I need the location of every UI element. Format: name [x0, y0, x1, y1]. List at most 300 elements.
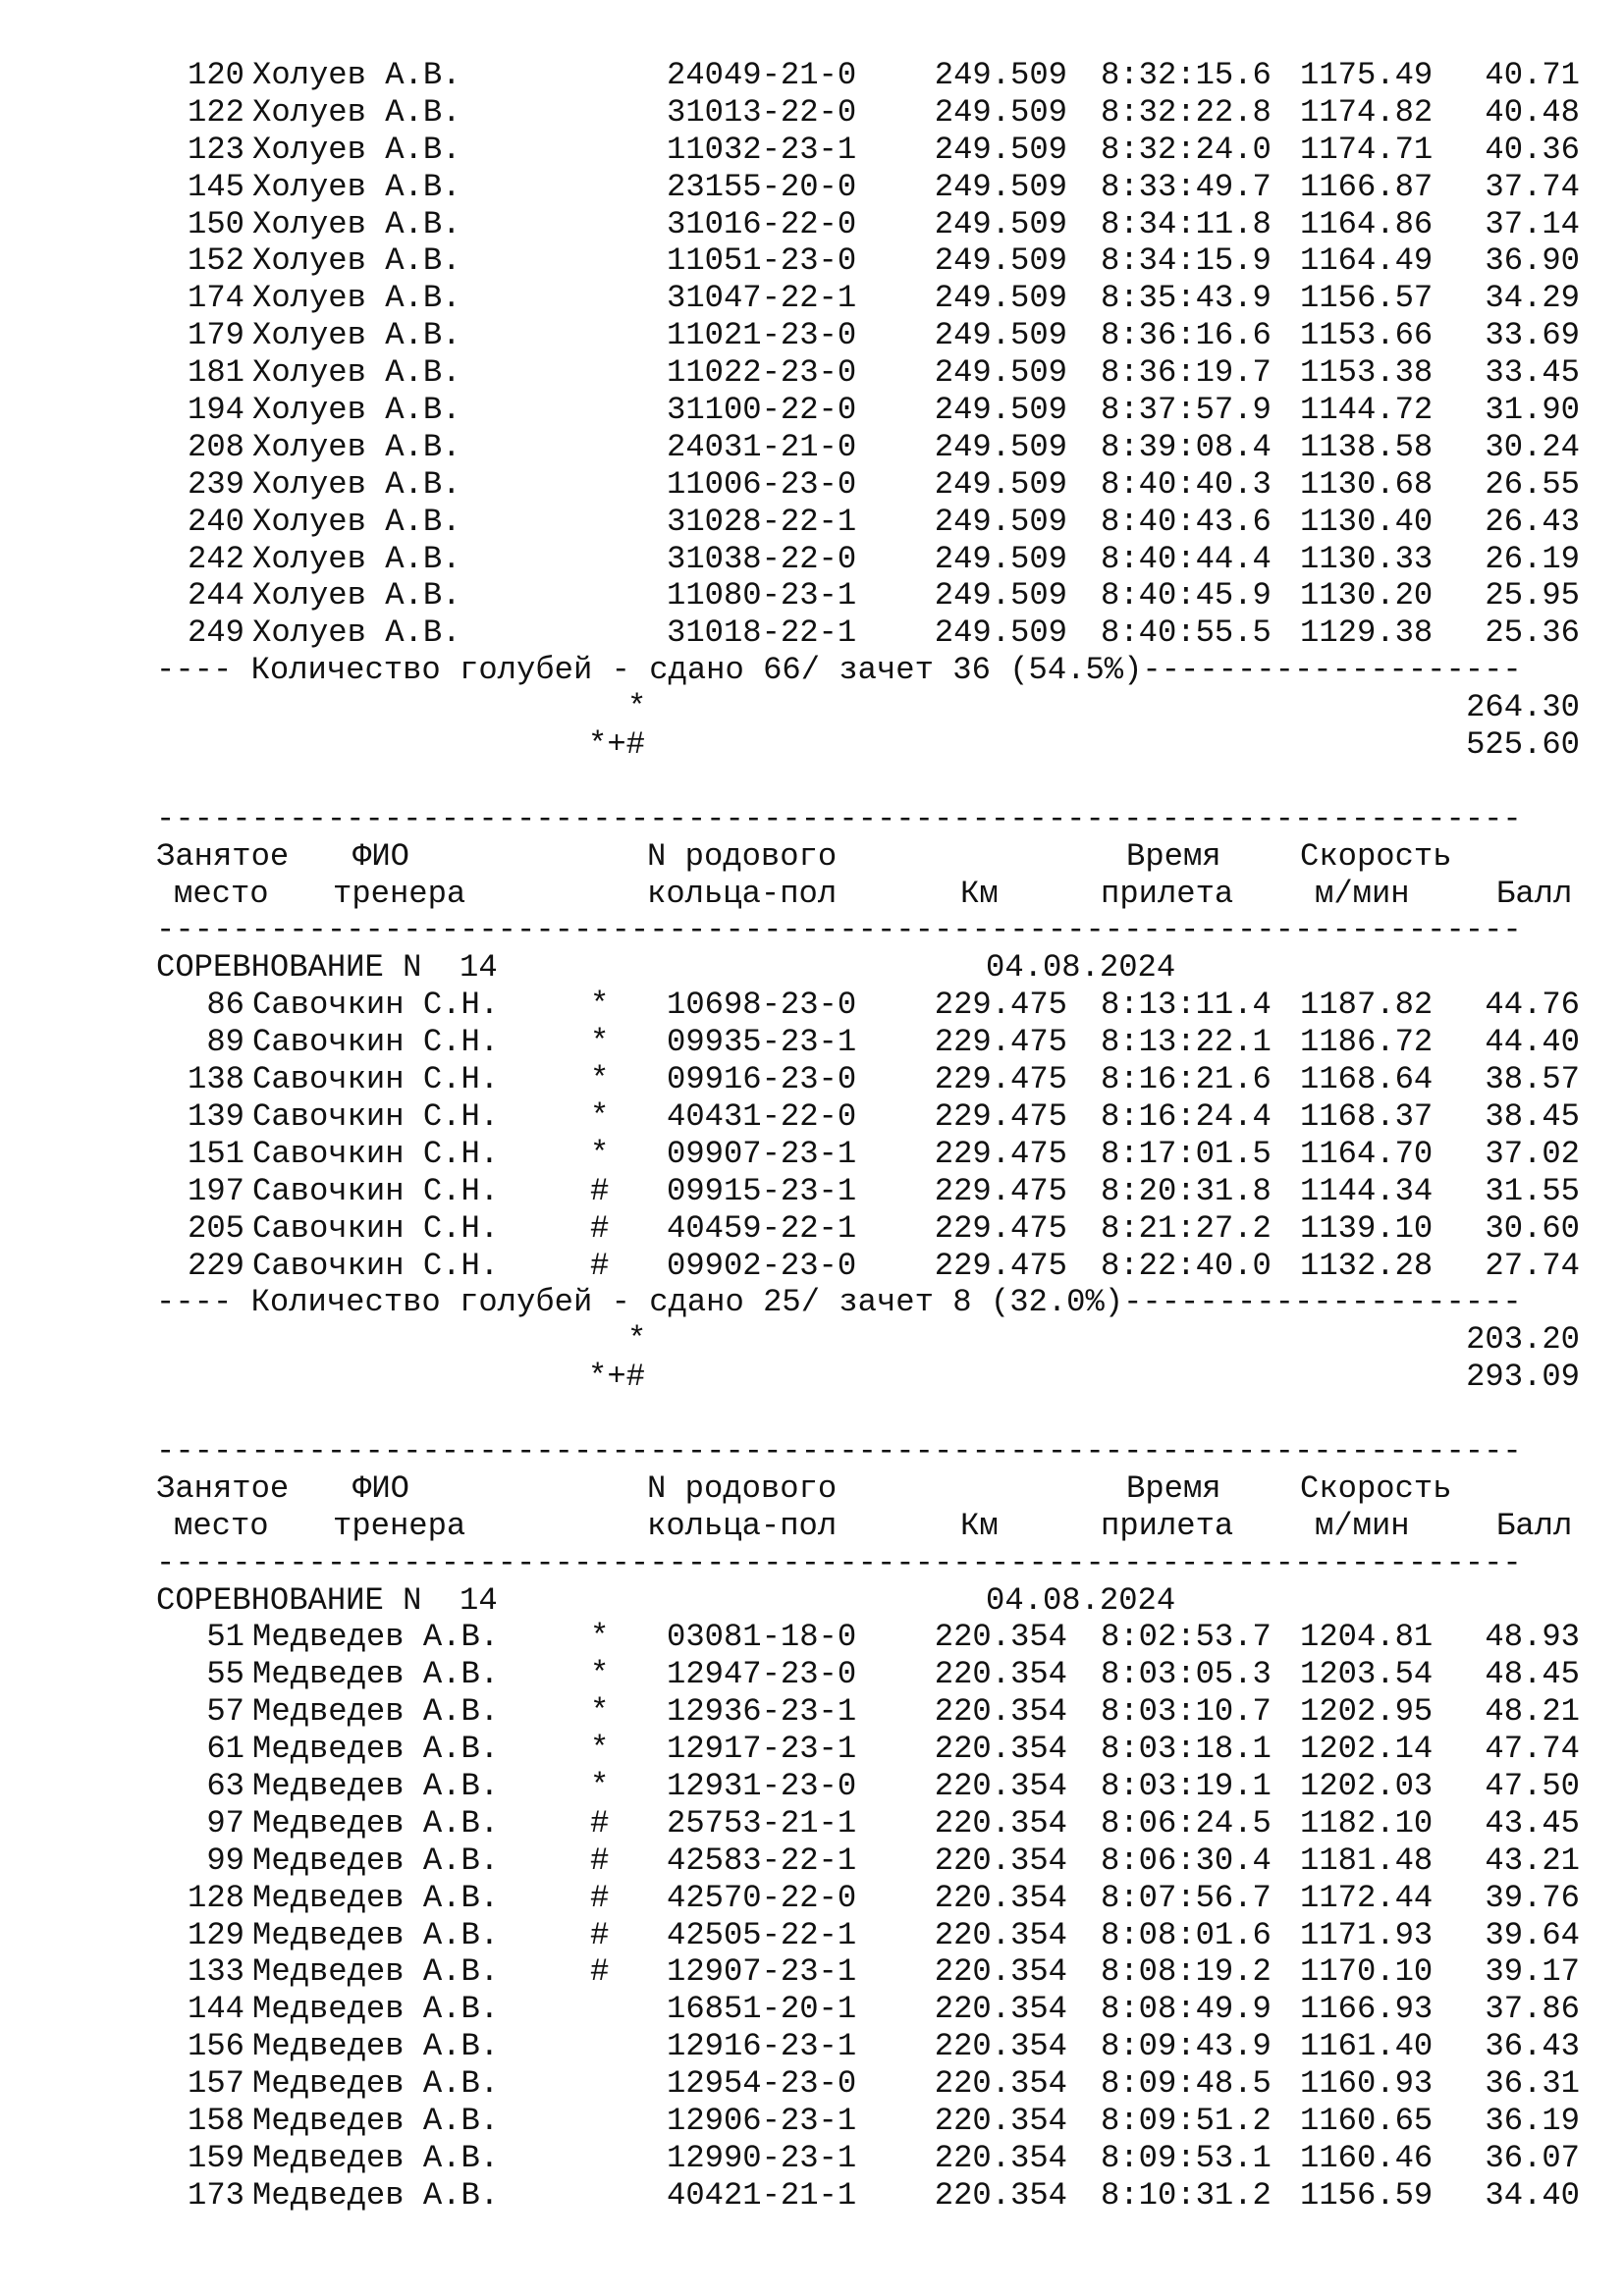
distance-cell: 249.509 — [934, 93, 1067, 131]
mark-cell: * — [590, 1135, 610, 1172]
trainer-name-cell: Савочкин С.Н. — [252, 987, 500, 1024]
speed-cell: 1130.40 — [1300, 503, 1434, 540]
ring-number-cell: 10698-23-0 — [667, 987, 857, 1024]
arrival-time-cell: 8:09:48.5 — [1101, 2065, 1272, 2103]
ring-number-cell: 42505-22-1 — [667, 1916, 857, 1953]
place-cell: 63 — [206, 1767, 244, 1804]
score-cell: 25.36 — [1485, 614, 1580, 652]
result-row — [156, 169, 1580, 206]
speed-cell: 1144.34 — [1300, 1172, 1434, 1209]
place-cell: 61 — [206, 1731, 244, 1768]
trainer-name-cell: Медведев А.В. — [252, 1991, 500, 2028]
distance-cell: 220.354 — [934, 1991, 1067, 2028]
distance-cell: 220.354 — [934, 1767, 1067, 1804]
header-time-2: прилета — [1101, 875, 1234, 912]
distance-cell: 249.509 — [934, 465, 1067, 503]
trainer-name-cell: Холуев А.В. — [252, 354, 461, 392]
score-cell: 27.74 — [1485, 1247, 1580, 1284]
ring-number-cell: 11022-23-0 — [667, 354, 857, 392]
result-row — [156, 1693, 1580, 1731]
distance-cell: 220.354 — [934, 1916, 1067, 1953]
result-row — [156, 1136, 1580, 1173]
speed-cell: 1166.87 — [1300, 168, 1434, 205]
score-cell: 37.74 — [1485, 168, 1580, 205]
distance-cell: 249.509 — [934, 503, 1067, 540]
total-row — [156, 1359, 1580, 1396]
header-rule-top — [156, 1433, 1580, 1470]
ring-number-cell: 12917-23-1 — [667, 1731, 857, 1768]
header-speed-2: м/мин — [1315, 1507, 1410, 1544]
result-row — [156, 541, 1580, 578]
mark-cell: * — [590, 1731, 610, 1768]
competition-title: СОРЕВНОВАНИЕ N 14 — [156, 949, 498, 987]
distance-cell: 249.509 — [934, 57, 1067, 93]
place-cell: 97 — [206, 1804, 244, 1842]
arrival-time-cell: 8:40:45.9 — [1101, 577, 1272, 614]
header-name: ФИО — [352, 837, 409, 875]
result-row — [156, 1024, 1580, 1061]
score-cell: 39.76 — [1485, 1879, 1580, 1916]
ring-number-cell: 09935-23-1 — [667, 1024, 857, 1061]
result-row — [156, 354, 1580, 392]
speed-cell: 1170.10 — [1300, 1953, 1434, 1991]
place-cell: 208 — [188, 428, 244, 465]
column-headers-bottom — [156, 876, 1580, 913]
trainer-name-cell: Савочкин С.Н. — [252, 1024, 500, 1061]
mark-cell: # — [590, 1953, 610, 1991]
header-name-2: тренера — [333, 1507, 466, 1544]
score-cell: 34.29 — [1485, 280, 1580, 317]
score-cell: 39.17 — [1485, 1953, 1580, 1991]
arrival-time-cell: 8:08:19.2 — [1101, 1953, 1272, 1991]
ring-number-cell: 09916-23-0 — [667, 1061, 857, 1098]
total-value: 525.60 — [1466, 726, 1580, 764]
score-cell: 33.45 — [1485, 354, 1580, 392]
result-row — [156, 1731, 1580, 1768]
ring-number-cell: 09902-23-0 — [667, 1247, 857, 1284]
header-place-2: место — [174, 1507, 269, 1544]
arrival-time-cell: 8:03:10.7 — [1101, 1693, 1272, 1731]
arrival-time-cell: 8:40:44.4 — [1101, 540, 1272, 577]
distance-cell: 220.354 — [934, 2139, 1067, 2176]
speed-cell: 1181.48 — [1300, 1842, 1434, 1879]
header-place-2: место — [174, 875, 269, 912]
arrival-time-cell: 8:22:40.0 — [1101, 1247, 1272, 1284]
result-row — [156, 1991, 1580, 2028]
arrival-time-cell: 8:34:15.9 — [1101, 242, 1272, 280]
arrival-time-cell: 8:20:31.8 — [1101, 1172, 1272, 1209]
ring-number-cell: 24031-21-0 — [667, 428, 857, 465]
arrival-time-cell: 8:17:01.5 — [1101, 1135, 1272, 1172]
place-cell: 194 — [188, 392, 244, 429]
distance-cell: 220.354 — [934, 1619, 1067, 1656]
place-cell: 244 — [188, 577, 244, 614]
distance-cell: 249.509 — [934, 242, 1067, 280]
arrival-time-cell: 8:32:22.8 — [1101, 93, 1272, 131]
trainer-name-cell: Савочкин С.Н. — [252, 1247, 500, 1284]
result-row — [156, 2177, 1580, 2215]
score-cell: 37.86 — [1485, 1991, 1580, 2028]
distance-cell: 220.354 — [934, 1693, 1067, 1731]
speed-cell: 1130.20 — [1300, 577, 1434, 614]
ring-number-cell: 03081-18-0 — [667, 1619, 857, 1656]
result-row — [156, 132, 1580, 169]
ring-number-cell: 12936-23-1 — [667, 1693, 857, 1731]
distance-cell: 220.354 — [934, 2028, 1067, 2065]
result-row — [156, 392, 1580, 429]
arrival-time-cell: 8:36:19.7 — [1101, 354, 1272, 392]
speed-cell: 1174.82 — [1300, 93, 1434, 131]
score-cell: 31.55 — [1485, 1172, 1580, 1209]
mark-cell: * — [590, 1024, 610, 1061]
arrival-time-cell: 8:09:43.9 — [1101, 2028, 1272, 2065]
ring-number-cell: 12954-23-0 — [667, 2065, 857, 2103]
speed-cell: 1204.81 — [1300, 1619, 1434, 1656]
ring-number-cell: 31028-22-1 — [667, 503, 857, 540]
distance-cell: 229.475 — [934, 1097, 1067, 1135]
result-row — [156, 1061, 1580, 1098]
header-place: Занятое — [156, 837, 290, 875]
result-row — [156, 614, 1580, 652]
arrival-time-cell: 8:10:31.2 — [1101, 2176, 1272, 2214]
summary-text: ---- Количество голубей - сдано 25/ зачет 8 (32.0%)--------------------- — [156, 1284, 1522, 1321]
column-headers-top — [156, 838, 1580, 876]
total-row — [156, 726, 1580, 764]
speed-cell: 1156.57 — [1300, 280, 1434, 317]
score-cell: 33.69 — [1485, 317, 1580, 354]
result-row — [156, 1953, 1580, 1991]
section-2 — [156, 801, 1580, 1396]
result-row — [156, 1805, 1580, 1842]
result-row — [156, 317, 1580, 354]
trainer-name-cell: Холуев А.В. — [252, 465, 461, 503]
result-row — [156, 280, 1580, 317]
score-cell: 40.48 — [1485, 93, 1580, 131]
result-row — [156, 2065, 1580, 2103]
trainer-name-cell: Медведев А.В. — [252, 1693, 500, 1731]
speed-cell: 1144.72 — [1300, 392, 1434, 429]
result-row — [156, 429, 1580, 466]
result-row — [156, 2103, 1580, 2140]
place-cell: 240 — [188, 503, 244, 540]
arrival-time-cell: 8:03:18.1 — [1101, 1731, 1272, 1768]
arrival-time-cell: 8:34:11.8 — [1101, 205, 1272, 242]
place-cell: 89 — [206, 1024, 244, 1061]
trainer-name-cell: Холуев А.В. — [252, 242, 461, 280]
speed-cell: 1132.28 — [1300, 1247, 1434, 1284]
ring-number-cell: 12907-23-1 — [667, 1953, 857, 1991]
ring-number-cell: 40459-22-1 — [667, 1209, 857, 1247]
subtotal-mark: * — [627, 1321, 647, 1359]
distance-cell: 229.475 — [934, 987, 1067, 1024]
arrival-time-cell: 8:08:01.6 — [1101, 1916, 1272, 1953]
header-score: Балл — [1496, 1507, 1573, 1544]
trainer-name-cell: Холуев А.В. — [252, 614, 461, 652]
place-cell: 51 — [206, 1619, 244, 1656]
summary-line — [156, 652, 1580, 689]
place-cell: 151 — [188, 1135, 244, 1172]
score-cell: 25.95 — [1485, 577, 1580, 614]
arrival-time-cell: 8:09:53.1 — [1101, 2139, 1272, 2176]
arrival-time-cell: 8:21:27.2 — [1101, 1209, 1272, 1247]
speed-cell: 1153.38 — [1300, 354, 1434, 392]
distance-cell: 220.354 — [934, 2065, 1067, 2103]
score-cell: 44.40 — [1485, 1024, 1580, 1061]
mark-cell: # — [590, 1209, 610, 1247]
column-headers-top — [156, 1470, 1580, 1508]
arrival-time-cell: 8:03:19.1 — [1101, 1767, 1272, 1804]
place-cell: 242 — [188, 540, 244, 577]
arrival-time-cell: 8:32:24.0 — [1101, 131, 1272, 168]
score-cell: 30.60 — [1485, 1209, 1580, 1247]
competition-title-row — [156, 949, 1580, 987]
ring-number-cell: 12990-23-1 — [667, 2139, 857, 2176]
trainer-name-cell: Савочкин С.Н. — [252, 1061, 500, 1098]
place-cell: 138 — [188, 1061, 244, 1098]
header-km: Км — [960, 875, 999, 912]
trainer-name-cell: Холуев А.В. — [252, 57, 461, 93]
subtotal-row — [156, 689, 1580, 726]
score-cell: 48.93 — [1485, 1619, 1580, 1656]
speed-cell: 1166.93 — [1300, 1991, 1434, 2028]
mark-cell: # — [590, 1804, 610, 1842]
distance-cell: 229.475 — [934, 1209, 1067, 1247]
trainer-name-cell: Медведев А.В. — [252, 1916, 500, 1953]
rule-text: ------------------------------------------------------------------------ — [156, 912, 1522, 949]
speed-cell: 1139.10 — [1300, 1209, 1434, 1247]
column-headers-bottom — [156, 1508, 1580, 1545]
result-row — [156, 466, 1580, 504]
speed-cell: 1156.59 — [1300, 2176, 1434, 2214]
trainer-name-cell: Холуев А.В. — [252, 205, 461, 242]
ring-number-cell: 11051-23-0 — [667, 242, 857, 280]
result-row — [156, 1656, 1580, 1693]
trainer-name-cell: Медведев А.В. — [252, 2102, 500, 2139]
speed-cell: 1160.46 — [1300, 2139, 1434, 2176]
result-row — [156, 2140, 1580, 2177]
result-row — [156, 2028, 1580, 2065]
distance-cell: 229.475 — [934, 1247, 1067, 1284]
place-cell: 205 — [188, 1209, 244, 1247]
result-row — [156, 1173, 1580, 1210]
ring-number-cell: 09907-23-1 — [667, 1135, 857, 1172]
trainer-name-cell: Савочкин С.Н. — [252, 1097, 500, 1135]
speed-cell: 1202.03 — [1300, 1767, 1434, 1804]
distance-cell: 249.509 — [934, 540, 1067, 577]
place-cell: 57 — [206, 1693, 244, 1731]
mark-cell: # — [590, 1879, 610, 1916]
arrival-time-cell: 8:36:16.6 — [1101, 317, 1272, 354]
header-time: Время — [1126, 837, 1221, 875]
trainer-name-cell: Савочкин С.Н. — [252, 1209, 500, 1247]
place-cell: 156 — [188, 2028, 244, 2065]
trainer-name-cell: Медведев А.В. — [252, 1656, 500, 1693]
header-name: ФИО — [352, 1469, 409, 1507]
ring-number-cell: 42583-22-1 — [667, 1842, 857, 1879]
trainer-name-cell: Медведев А.В. — [252, 1804, 500, 1842]
section-3 — [156, 1433, 1580, 2215]
section-1 — [156, 57, 1580, 764]
place-cell: 197 — [188, 1172, 244, 1209]
arrival-time-cell: 8:07:56.7 — [1101, 1879, 1272, 1916]
ring-number-cell: 31047-22-1 — [667, 280, 857, 317]
ring-number-cell: 31100-22-0 — [667, 392, 857, 429]
trainer-name-cell: Холуев А.В. — [252, 503, 461, 540]
trainer-name-cell: Холуев А.В. — [252, 540, 461, 577]
place-cell: 99 — [206, 1842, 244, 1879]
speed-cell: 1130.68 — [1300, 465, 1434, 503]
score-cell: 26.55 — [1485, 465, 1580, 503]
arrival-time-cell: 8:03:05.3 — [1101, 1656, 1272, 1693]
header-rule-top — [156, 801, 1580, 838]
place-cell: 145 — [188, 168, 244, 205]
result-row — [156, 242, 1580, 280]
trainer-name-cell: Медведев А.В. — [252, 1842, 500, 1879]
trainer-name-cell: Холуев А.В. — [252, 392, 461, 429]
speed-cell: 1161.40 — [1300, 2028, 1434, 2065]
arrival-time-cell: 8:08:49.9 — [1101, 1991, 1272, 2028]
score-cell: 38.45 — [1485, 1097, 1580, 1135]
subtotal-value: 203.20 — [1466, 1321, 1580, 1359]
header-km: Км — [960, 1507, 999, 1544]
rule-text: ------------------------------------------------------------------------ — [156, 1544, 1522, 1581]
distance-cell: 249.509 — [934, 280, 1067, 317]
place-cell: 139 — [188, 1097, 244, 1135]
score-cell: 26.43 — [1485, 503, 1580, 540]
score-cell: 48.21 — [1485, 1693, 1580, 1731]
trainer-name-cell: Медведев А.В. — [252, 1879, 500, 1916]
ring-number-cell: 11080-23-1 — [667, 577, 857, 614]
header-speed: Скорость — [1300, 1469, 1452, 1507]
arrival-time-cell: 8:40:43.6 — [1101, 503, 1272, 540]
arrival-time-cell: 8:39:08.4 — [1101, 428, 1272, 465]
distance-cell: 220.354 — [934, 1879, 1067, 1916]
trainer-name-cell: Медведев А.В. — [252, 2065, 500, 2103]
score-cell: 26.19 — [1485, 540, 1580, 577]
mark-cell: * — [590, 1619, 610, 1656]
ring-number-cell: 12931-23-0 — [667, 1767, 857, 1804]
trainer-name-cell: Медведев А.В. — [252, 1767, 500, 1804]
distance-cell: 249.509 — [934, 577, 1067, 614]
score-cell: 31.90 — [1485, 392, 1580, 429]
ring-number-cell: 11032-23-1 — [667, 131, 857, 168]
speed-cell: 1129.38 — [1300, 614, 1434, 652]
speed-cell: 1130.33 — [1300, 540, 1434, 577]
place-cell: 249 — [188, 614, 244, 652]
distance-cell: 249.509 — [934, 131, 1067, 168]
score-cell: 44.76 — [1485, 987, 1580, 1024]
ring-number-cell: 31018-22-1 — [667, 614, 857, 652]
distance-cell: 249.509 — [934, 317, 1067, 354]
place-cell: 55 — [206, 1656, 244, 1693]
rule-text: ------------------------------------------------------------------------ — [156, 1432, 1522, 1469]
score-cell: 30.24 — [1485, 428, 1580, 465]
arrival-time-cell: 8:37:57.9 — [1101, 392, 1272, 429]
header-rule-bottom — [156, 912, 1580, 949]
distance-cell: 229.475 — [934, 1172, 1067, 1209]
results-rows — [156, 57, 1580, 652]
speed-cell: 1168.64 — [1300, 1061, 1434, 1098]
speed-cell: 1187.82 — [1300, 987, 1434, 1024]
arrival-time-cell: 8:02:53.7 — [1101, 1619, 1272, 1656]
mark-cell: * — [590, 1656, 610, 1693]
result-row — [156, 206, 1580, 243]
header-time: Время — [1126, 1469, 1221, 1507]
score-cell: 37.14 — [1485, 205, 1580, 242]
score-cell: 40.71 — [1485, 57, 1580, 93]
rule-text: ------------------------------------------------------------------------ — [156, 800, 1522, 837]
speed-cell: 1186.72 — [1300, 1024, 1434, 1061]
ring-number-cell: 11021-23-0 — [667, 317, 857, 354]
ring-number-cell: 31038-22-0 — [667, 540, 857, 577]
distance-cell: 249.509 — [934, 392, 1067, 429]
result-row — [156, 1248, 1580, 1285]
header-speed-2: м/мин — [1315, 875, 1410, 912]
distance-cell: 229.475 — [934, 1024, 1067, 1061]
place-cell: 120 — [188, 57, 244, 93]
arrival-time-cell: 8:32:15.6 — [1101, 57, 1272, 93]
arrival-time-cell: 8:40:55.5 — [1101, 614, 1272, 652]
header-time-2: прилета — [1101, 1507, 1234, 1544]
result-row — [156, 1210, 1580, 1248]
result-row — [156, 1842, 1580, 1880]
distance-cell: 220.354 — [934, 2176, 1067, 2214]
result-row — [156, 1619, 1580, 1656]
trainer-name-cell: Медведев А.В. — [252, 2139, 500, 2176]
mark-cell: # — [590, 1172, 610, 1209]
ring-number-cell: 31016-22-0 — [667, 205, 857, 242]
speed-cell: 1202.95 — [1300, 1693, 1434, 1731]
mark-cell: * — [590, 1693, 610, 1731]
speed-cell: 1160.93 — [1300, 2065, 1434, 2103]
total-mark: *+# — [588, 726, 645, 764]
distance-cell: 229.475 — [934, 1135, 1067, 1172]
ring-number-cell: 40421-21-1 — [667, 2176, 857, 2214]
distance-cell: 220.354 — [934, 1731, 1067, 1768]
trainer-name-cell: Медведев А.В. — [252, 2176, 500, 2214]
header-place: Занятое — [156, 1469, 290, 1507]
ring-number-cell: 11006-23-0 — [667, 465, 857, 503]
ring-number-cell: 16851-20-1 — [667, 1991, 857, 2028]
mark-cell: # — [590, 1842, 610, 1879]
ring-number-cell: 31013-22-0 — [667, 93, 857, 131]
header-ring: N родового — [647, 837, 838, 875]
header-score: Балл — [1496, 875, 1573, 912]
arrival-time-cell: 8:35:43.9 — [1101, 280, 1272, 317]
results-rows — [156, 1619, 1580, 2214]
mark-cell: * — [590, 1061, 610, 1098]
arrival-time-cell: 8:09:51.2 — [1101, 2102, 1272, 2139]
place-cell: 179 — [188, 317, 244, 354]
place-cell: 150 — [188, 205, 244, 242]
distance-cell: 229.475 — [934, 1061, 1067, 1098]
speed-cell: 1164.49 — [1300, 242, 1434, 280]
results-rows — [156, 987, 1580, 1284]
speed-cell: 1172.44 — [1300, 1879, 1434, 1916]
competition-title: СОРЕВНОВАНИЕ N 14 — [156, 1581, 498, 1619]
result-row — [156, 94, 1580, 132]
score-cell: 36.19 — [1485, 2102, 1580, 2139]
trainer-name-cell: Холуев А.В. — [252, 168, 461, 205]
place-cell: 173 — [188, 2176, 244, 2214]
place-cell: 129 — [188, 1916, 244, 1953]
score-cell: 34.40 — [1485, 2176, 1580, 2214]
place-cell: 123 — [188, 131, 244, 168]
result-row — [156, 1098, 1580, 1136]
place-cell: 152 — [188, 242, 244, 280]
subtotal-mark: * — [627, 689, 647, 726]
header-speed: Скорость — [1300, 837, 1452, 875]
